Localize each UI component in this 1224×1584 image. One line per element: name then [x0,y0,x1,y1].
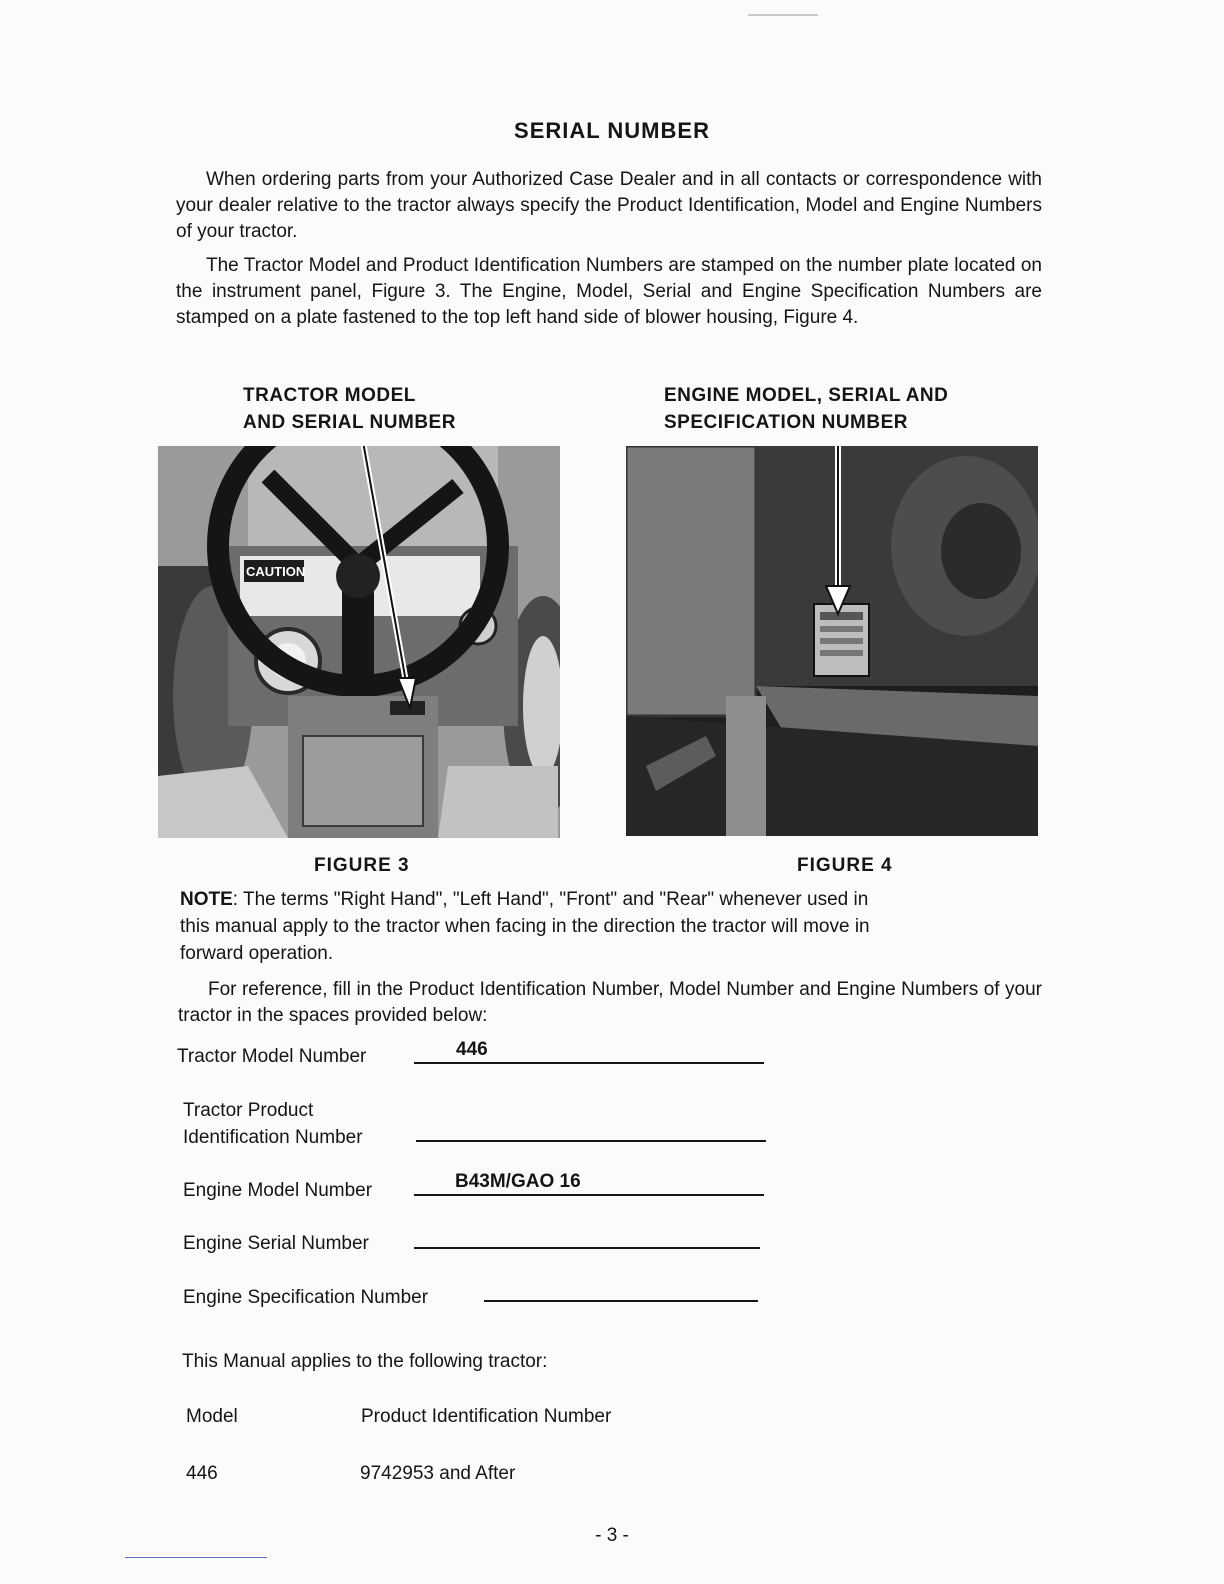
applies-row-pin: 9742953 and After [360,1463,516,1484]
product-id-label-line2: Identification Number [183,1127,363,1148]
note-text: : The terms "Right Hand", "Left Hand", "Front" and "Rear" whenever used in this manual apply to the tractor when facing in the direction the tractor will move in forward operation. [180,889,870,964]
figure-3-label: FIGURE 3 [314,855,410,876]
figure-3-caption-line1: TRACTOR MODEL [243,385,416,406]
product-id-label-line1: Tractor Product [183,1100,314,1121]
figure-4-photo [626,446,1038,836]
scan-mark-top [748,14,818,16]
footnote-rule [125,1557,267,1558]
figure-3-caption-line2: AND SERIAL NUMBER [243,412,456,433]
note-paragraph [180,886,880,967]
location-paragraph: The Tractor Model and Product Identification Numbers are stamped on the number plate located on the instrument panel, Figure 3. The Engine, Model, Serial and Engine Specification Numbers are stamped on a plate fastened to the top left hand side of blower housing, Figure 4. [176,255,1042,328]
engine-housing-illustration [626,446,1038,836]
applies-intro: This Manual applies to the following tractor: [182,1351,548,1372]
note-label: NOTE [180,889,233,910]
engine-spec-field[interactable] [484,1300,758,1302]
product-id-label [183,1097,363,1151]
figure-3-photo [158,446,560,838]
figure-4-caption-line2: SPECIFICATION NUMBER [664,412,908,433]
applies-header-pin: Product Identification Number [361,1406,612,1427]
tractor-dashboard-illustration [158,446,560,838]
product-id-field[interactable] [416,1140,766,1142]
figure-3-caption [243,382,456,436]
tractor-model-field[interactable] [414,1062,764,1064]
engine-spec-label: Engine Specification Number [183,1287,429,1308]
applies-row-model: 446 [186,1463,218,1484]
figure-4-caption-line1: ENGINE MODEL, SERIAL AND [664,385,949,406]
tractor-model-label: Tractor Model Number [177,1046,367,1067]
reference-paragraph: For reference, fill in the Product Identification Number, Model Number and Engine Numbers of your tractor in the spaces provided below: [178,979,1042,1026]
engine-model-label: Engine Model Number [183,1180,373,1201]
applies-header-model: Model [186,1406,238,1427]
intro-paragraph: When ordering parts from your Authorized Case Dealer and in all contacts or correspondence with your dealer relative to the tractor always specify the Product Identification, Model and Engine Numbers of your tractor. [176,169,1042,242]
tractor-model-value: 446 [456,1039,488,1060]
figure-4-caption [664,382,948,436]
page-number: - 3 - [595,1525,629,1546]
engine-model-value: B43M/GAO 16 [455,1171,581,1192]
figure-4-label: FIGURE 4 [797,855,893,876]
caution-decal-text: CAUTION [246,564,306,579]
engine-model-field[interactable] [414,1194,764,1196]
engine-serial-field[interactable] [414,1247,760,1249]
engine-serial-label: Engine Serial Number [183,1233,369,1254]
page-title: SERIAL NUMBER [514,118,710,143]
